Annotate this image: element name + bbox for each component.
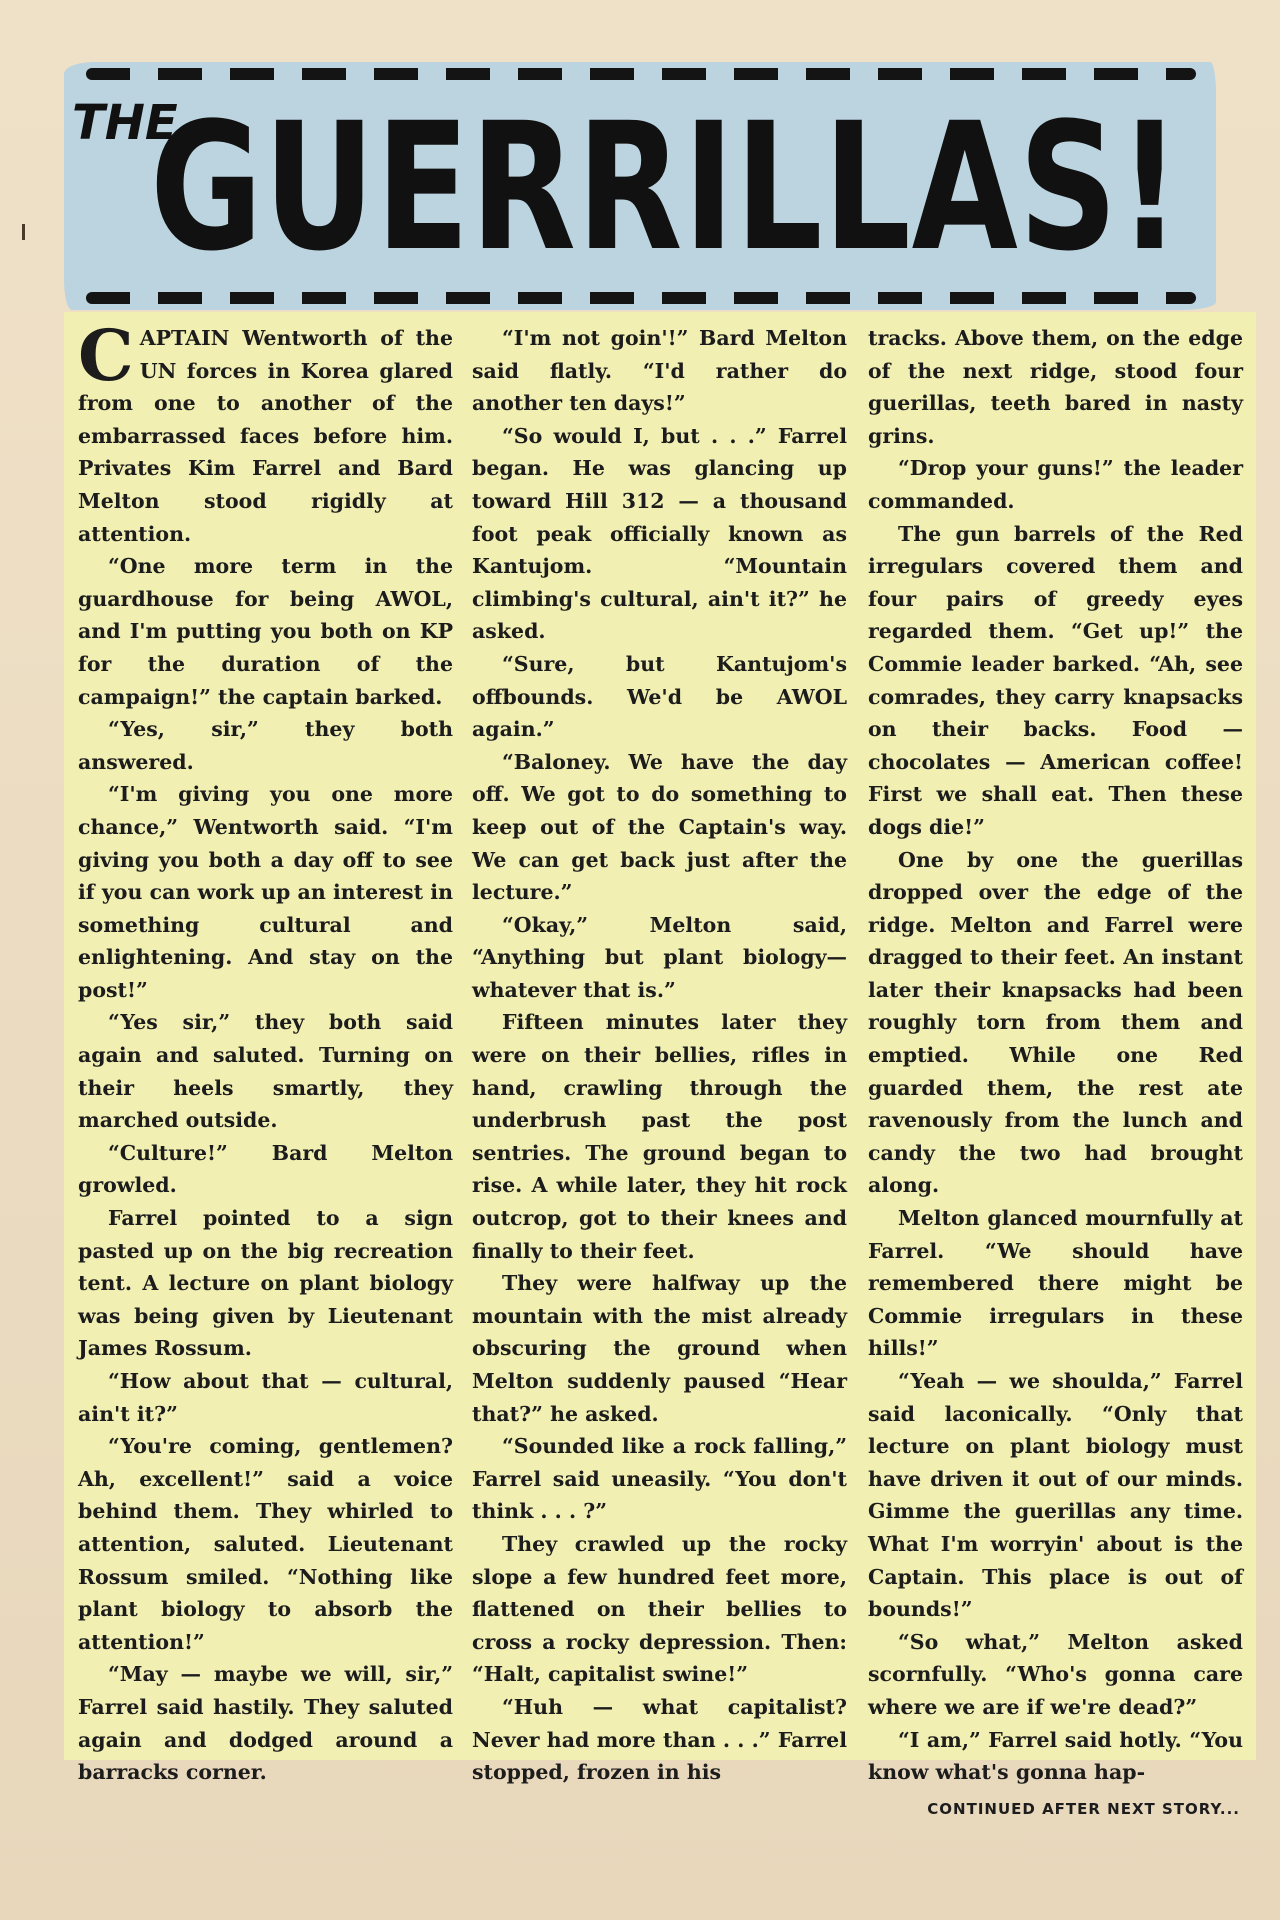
paragraph: “Baloney. We have the day off. We got to do something to keep out of the Captain's way. We can get back just after the lecture.” — [472, 749, 847, 905]
paragraph: “Yeah — we shoulda,” Farrel said laconically. “Only that lecture on plant biology must have driven it out of our minds. Gimme the guerillas any time. What I'm worryin' about is the Captain. This place is out of bounds!” — [868, 1369, 1243, 1622]
paragraph: One by one the guerillas dropped over the edge of the ridge. Melton and Farrel were dragged to their feet. An instant later their knapsacks had been roughly torn from them and emptied. While one Red guarded them, the rest ate ravenously from the lunch and candy the two had brought along. — [868, 847, 1243, 1198]
paragraph: “I am,” Farrel said hotly. “You know what's gonna hap- — [868, 1727, 1243, 1785]
paragraph: “Culture!” Bard Melton growled. — [78, 1140, 453, 1198]
paragraph: They crawled up the rocky slope a few hundred feet more, flattened on their bellies to cross a rocky depression. Then: “Halt, capitalist swine!” — [472, 1531, 847, 1687]
paragraph: “I'm not goin'!” Bard Melton said flatly. “I'd rather do another ten days!” — [472, 326, 847, 416]
binding-mark — [22, 224, 25, 240]
paragraph: Farrel pointed to a sign pasted up on the big recreation tent. A lecture on plant biology was being given by Lieutenant James Rossum. — [78, 1206, 453, 1361]
paragraph: “How about that — cultural, ain't it?” — [78, 1369, 453, 1426]
paragraph: Fifteen minutes later they were on their bellies, rifles in hand, crawling through the underbrush past the post sentries. The ground began to rise. A while later, they hit rock outcrop, got to their knees and finally to their feet. — [472, 1010, 847, 1263]
paragraph: “May — maybe we will, sir,” Farrel said hastily. They saluted again and dodged around a barracks corner. — [78, 1662, 453, 1785]
paragraph: CAPTAIN Wentworth of the UN forces in Korea glared from one to another of the embarrassed faces before him. Privates Kim Farrel and Bard Melton stood rigidly at attention. — [78, 314, 453, 546]
paragraph: “Yes sir,” they both said again and saluted. Turning on their heels smartly, they marched outside. — [78, 1010, 453, 1133]
paragraph: “Okay,” Melton said, “Anything but plant biology—whatever that is.” — [472, 912, 847, 1002]
paragraph: “So what,” Melton asked scornfully. “Who's gonna care where we are if we're dead?” — [868, 1629, 1243, 1719]
continued-notice: CONTINUED AFTER NEXT STORY... — [927, 1800, 1240, 1818]
paragraph: “Sounded like a rock falling,” Farrel said uneasily. “You don't think . . . ?” — [472, 1434, 847, 1524]
paragraph: “I'm giving you one more chance,” Wentworth said. “I'm giving you both a day off to see if you can work up an interest in something cultural and enlightening. And stay on the post!” — [78, 782, 453, 1002]
paragraph: The gun barrels of the Red irregulars covered them and four pairs of greedy eyes regarded them. “Get up!” the Commie leader barked. “Ah, see comrades, they carry knapsacks on their backs. Food — chocolates — American coffee! First we shall eat. Then these dogs die!” — [868, 521, 1243, 839]
paragraph: They were halfway up the mountain with the mist already obscuring the ground when Melton suddenly paused “Hear that?” he asked. — [472, 1271, 847, 1426]
title-prefix: THE — [72, 95, 178, 151]
text-column-1 — [78, 314, 453, 1789]
paragraph: “Yes, sir,” they both answered. — [78, 717, 453, 774]
text-column-2 — [472, 322, 847, 1789]
paragraph: “Sure, but Kantujom's offbounds. We'd be AWOL again.” — [472, 651, 847, 742]
drop-cap: C — [78, 314, 134, 397]
paragraph: “You're coming, gentlemen? Ah, excellent!” said a voice behind them. They whirled to attention, saluted. Lieutenant Rossum smiled. “Nothing like plant biology to absorb the attention!” — [78, 1434, 453, 1654]
paragraph: Melton glanced mournfully at Farrel. “We should have remembered there might be Commie irregulars in these hills!” — [868, 1206, 1243, 1361]
paragraph: “So would I, but . . .” Farrel began. He was glancing up toward Hill 312 — a thousand foot peak officially known as Kantujom. “Mountain climbing's cultural, ain't it?” he asked. — [472, 423, 847, 644]
paragraph: “Huh — what capitalist? Never had more than . . .” Farrel stopped, frozen in his — [472, 1694, 847, 1785]
story-body — [64, 312, 1256, 1785]
paragraph: “One more term in the guardhouse for being AWOL, and I'm putting you both on KP for the duration of the campaign!” the captain barked. — [78, 554, 453, 709]
paragraph: “Drop your guns!” the leader commanded. — [868, 456, 1243, 513]
text-column-3 — [868, 322, 1243, 1789]
paragraph: tracks. Above them, on the edge of the next ridge, stood four guerillas, teeth bared in nasty grins. — [868, 326, 1243, 448]
story-title: GUERRILLAS! — [150, 85, 1182, 290]
